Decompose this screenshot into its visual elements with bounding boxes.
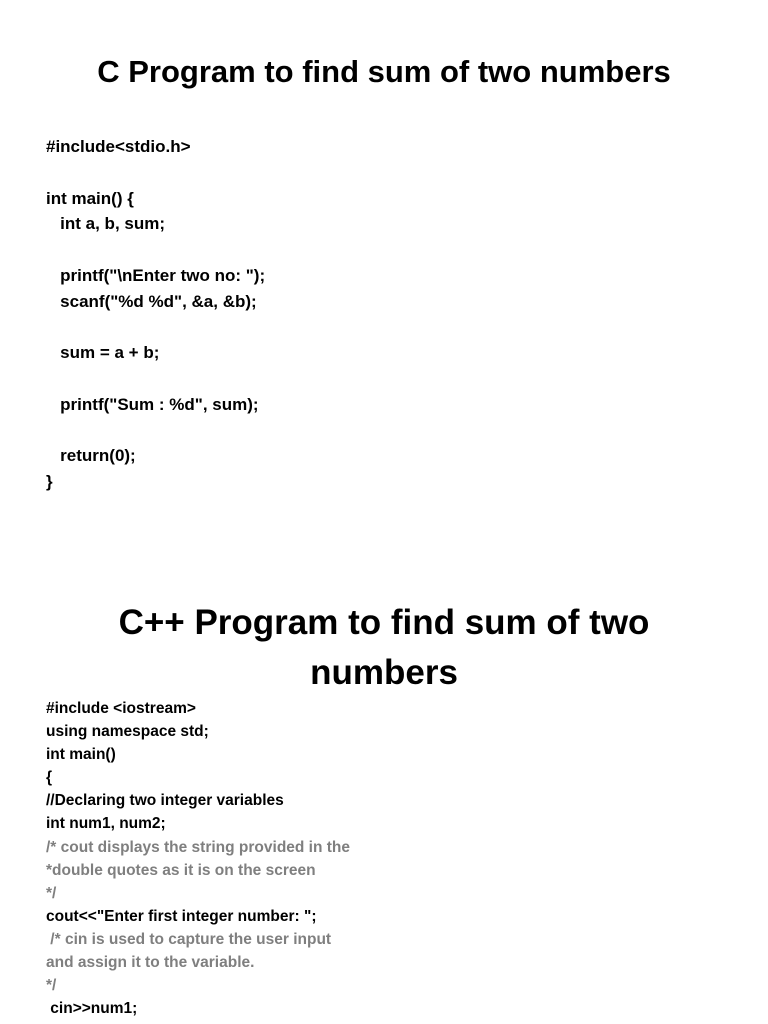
code-line: int main() { xyxy=(46,188,134,208)
code-line xyxy=(46,160,265,186)
code-comment-line: *double quotes as it is on the screen xyxy=(46,861,316,879)
code-line xyxy=(46,417,265,443)
code-line xyxy=(46,237,265,263)
code-comment-line: /* cout displays the string provided in the xyxy=(46,838,351,856)
code-line xyxy=(46,314,265,340)
code-comment-line: */ xyxy=(46,884,57,902)
code-line: using namespace std; xyxy=(46,723,209,741)
code-line xyxy=(46,366,265,392)
code-line: int num1, num2; xyxy=(46,815,166,833)
code-line: int main() xyxy=(46,746,116,764)
code-line: #include<stdio.h> xyxy=(46,137,191,156)
c-code-block xyxy=(46,134,265,495)
code-line: } xyxy=(46,471,53,491)
code-line: sum = a + b; xyxy=(46,343,160,362)
code-comment-line: */ xyxy=(46,977,57,995)
code-line: #include <iostream> xyxy=(46,700,196,717)
cpp-program-title: C++ Program to find sum of two numbers xyxy=(118,603,650,692)
code-line: return(0); xyxy=(46,446,136,465)
code-line: { xyxy=(46,769,53,787)
code-line: cout<<"Enter first integer number: "; xyxy=(46,907,317,925)
code-line: printf("Sum : %d", sum); xyxy=(46,394,259,414)
code-line: //Declaring two integer variables xyxy=(46,792,284,810)
code-line: int a, b, sum; xyxy=(46,214,166,234)
c-program-title: C Program to find sum of two numbers xyxy=(97,54,671,89)
code-line: cin>>num1; xyxy=(46,1000,138,1018)
code-comment-line: /* cin is used to capture the user input xyxy=(46,930,332,948)
code-comment-line: and assign it to the variable. xyxy=(46,954,255,972)
code-line: scanf("%d %d", &a, &b); xyxy=(46,291,257,311)
cpp-code-block xyxy=(46,697,350,1020)
code-line: printf("\nEnter two no: "); xyxy=(46,265,266,285)
